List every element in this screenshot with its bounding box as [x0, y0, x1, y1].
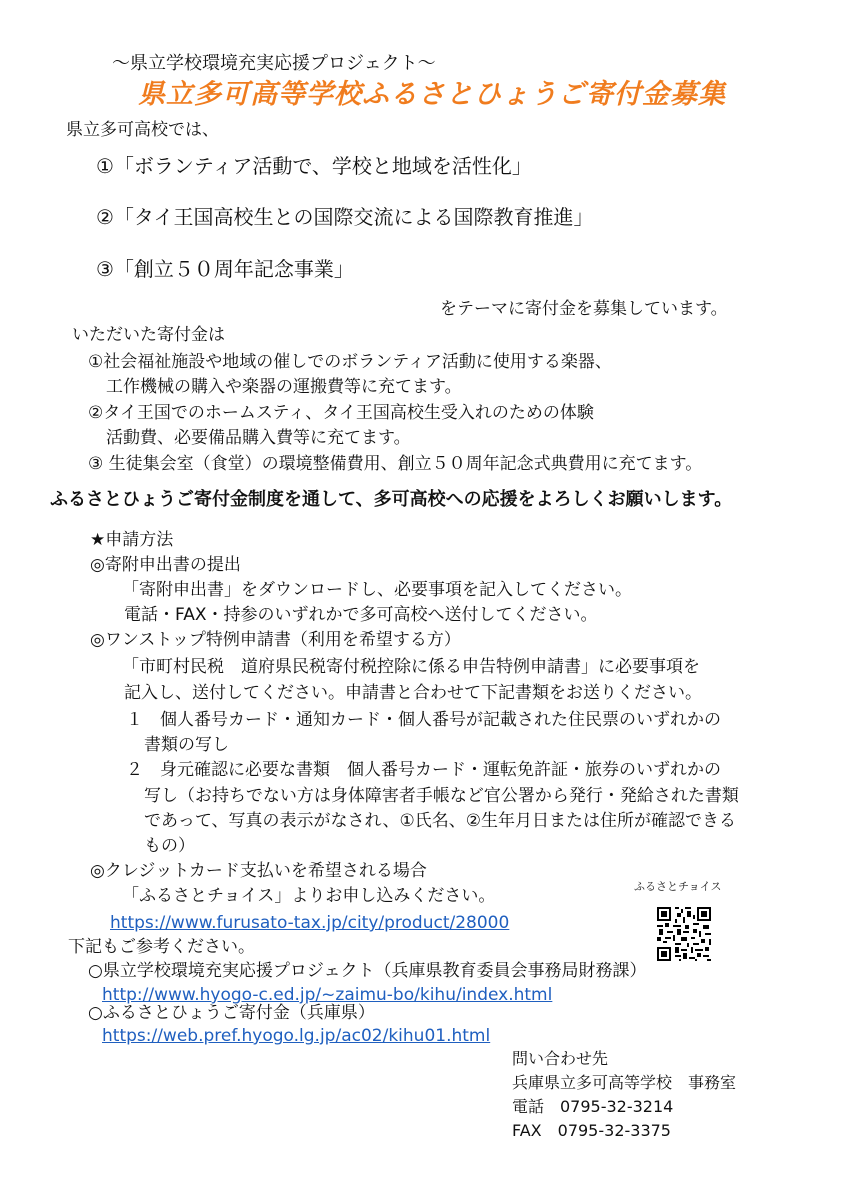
reference-2-label: ○ふるさとひょうご寄付金（兵庫県） [88, 1003, 375, 1023]
section-1-heading: ◎寄附申出書の提出 [90, 555, 241, 575]
section-1-line-2: 電話・FAX・持参のいずれかで多可高校へ送付してください。 [124, 605, 598, 625]
section-2-item-2: ２ 身元確認に必要な書類 個人番号カード・運転免許証・旅券のいずれかの [126, 760, 721, 780]
section-2-line-1: 「市町村民税 道府県民税寄付税控除に係る申告特例申請書」に必要事項を [122, 657, 700, 677]
furusato-choice-link[interactable]: https://www.furusato-tax.jp/city/product/28000 [110, 913, 510, 933]
reference-1-label: ○県立学校環境充実応援プロジェクト（兵庫県教育委員会事務局財務課） [88, 961, 647, 981]
intro-lead: 県立多可高校では、 [66, 120, 219, 140]
section-3-heading: ◎クレジットカード支払いを希望される場合 [90, 861, 427, 881]
usage-line-5: ③ 生徒集会室（食堂）の環境整備費用、創立５０周年記念式典費用に充てます。 [88, 454, 703, 474]
contact-heading: 問い合わせ先 [512, 1049, 609, 1068]
section-2-item-1-cont: 書類の写し [144, 735, 229, 755]
theme-3: ③「創立５０周年記念事業」 [96, 257, 354, 281]
qr-code-icon[interactable] [655, 905, 713, 963]
subtitle: ～県立学校環境充実応援プロジェクト～ [112, 53, 436, 74]
reference-2-link[interactable]: https://web.pref.hyogo.lg.jp/ac02/kihu01.html [102, 1026, 491, 1046]
page-title: 県立多可高等学校ふるさとひょうご寄付金募集 [138, 79, 726, 110]
section-2-item-2-cont-3: もの） [144, 836, 195, 856]
usage-line-4: 活動費、必要備品購入費等に充てます。 [106, 428, 411, 448]
qr-label: ふるさとチョイス [634, 880, 722, 893]
intro-closing: をテーマに寄付金を募集しています。 [440, 299, 728, 319]
theme-2: ②「タイ王国高校生との国際交流による国際教育推進」 [96, 205, 594, 229]
usage-line-3: ②タイ王国でのホームスティ、タイ王国高校生受入れのための体験 [88, 403, 594, 423]
contact-tel: 電話 0795-32-3214 [512, 1097, 674, 1116]
usage-line-1: ①社会福祉施設や地域の催しでのボランティア活動に使用する楽器、 [88, 352, 612, 372]
section-2-item-1: １ 個人番号カード・通知カード・個人番号が記載された住民票のいずれかの [126, 710, 721, 730]
usage-lead: いただいた寄付金は [72, 325, 225, 345]
contact-office: 兵庫県立多可高等学校 事務室 [512, 1073, 737, 1092]
usage-line-2: 工作機械の購入や楽器の運搬費等に充てます。 [106, 377, 462, 397]
section-2-line-2: 記入し、送付してください。申請書と合わせて下記書類をお送りください。 [124, 683, 702, 703]
application-heading: ★申請方法 [90, 530, 174, 550]
reference-1-link[interactable]: http://www.hyogo-c.ed.jp/~zaimu-bo/kihu/index.html [102, 985, 553, 1005]
section-2-item-2-cont-2: であって、写真の表示がなされ、①氏名、②生年月日または住所が確認できる [144, 811, 736, 831]
contact-fax: FAX 0795-32-3375 [512, 1121, 671, 1140]
section-3-line: 「ふるさとチョイス」よりお申し込みください。 [122, 886, 496, 906]
theme-1: ①「ボランティア活動で、学校と地域を活性化」 [96, 154, 532, 178]
section-2-heading: ◎ワンストップ特例申請書（利用を希望する方） [90, 630, 461, 650]
section-2-item-2-cont-1: 写し（お持ちでない方は身体障害者手帳など官公署から発行・発給された書類 [144, 786, 739, 806]
appeal-text: ふるさとひょうご寄付金制度を通して、多可高校への応援をよろしくお願いします。 [50, 489, 733, 510]
references-lead: 下記もご参考ください。 [68, 937, 255, 957]
section-1-line-1: 「寄附申出書」をダウンロードし、必要事項を記入してください。 [122, 580, 632, 600]
